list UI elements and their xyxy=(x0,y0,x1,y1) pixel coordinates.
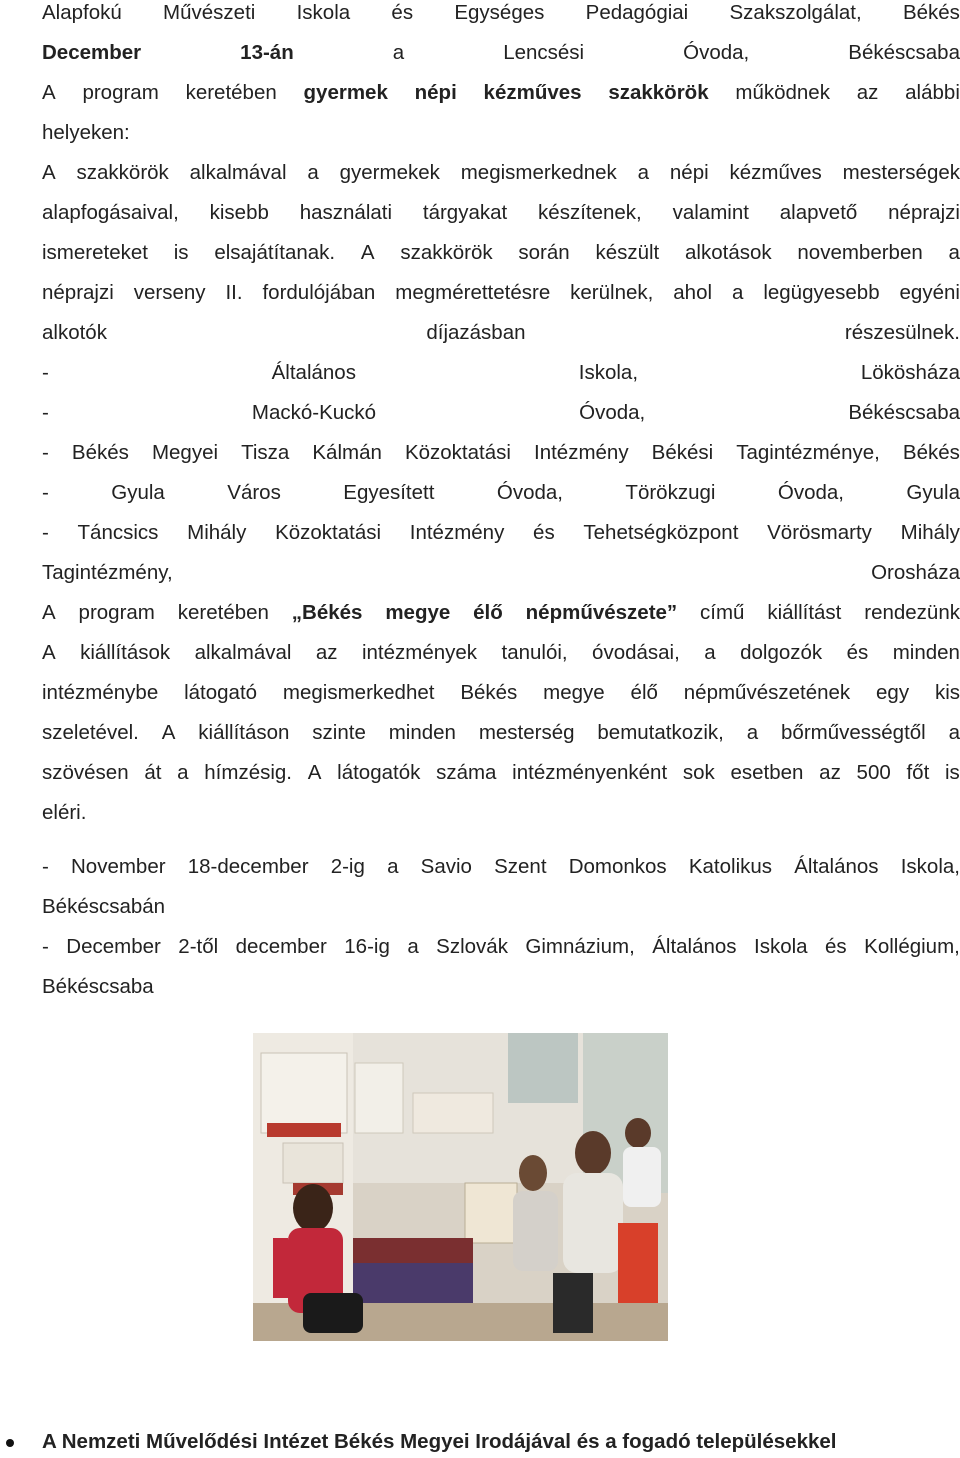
word: a xyxy=(407,935,419,958)
word: Vörösmarty xyxy=(767,521,872,544)
word: élő xyxy=(473,601,503,624)
word: 16-ig xyxy=(344,935,390,958)
word: alapfogásaival, xyxy=(42,201,179,224)
word: hímzésig. xyxy=(204,761,293,784)
text-line xyxy=(42,161,960,201)
word: 13-án xyxy=(240,41,294,64)
word: Óvoda, xyxy=(496,481,563,504)
word: 2-ig xyxy=(330,855,365,878)
text-line xyxy=(42,401,960,441)
word: száma xyxy=(436,761,497,784)
word: és xyxy=(846,641,869,664)
word: Gimnázium, xyxy=(525,935,635,958)
bullet-item xyxy=(0,1428,960,1458)
word: A xyxy=(42,161,56,184)
word: a xyxy=(731,281,744,304)
word: népi xyxy=(669,161,709,184)
word: Iskola, xyxy=(578,361,639,384)
word: néprajzi xyxy=(42,281,114,304)
text-line xyxy=(42,601,960,641)
word: kézműves xyxy=(483,81,582,104)
word: kiállításon xyxy=(198,721,290,744)
word: Mihály xyxy=(900,521,960,544)
text-line xyxy=(42,801,960,841)
word: ismereteket xyxy=(42,241,148,264)
word: November xyxy=(71,855,166,878)
word: a xyxy=(387,855,399,878)
word: megmérettetésre xyxy=(395,281,551,304)
word: - xyxy=(42,935,49,958)
word: Tagintézmény, xyxy=(42,561,173,584)
word: át xyxy=(144,761,162,784)
word: Általános xyxy=(794,855,879,878)
word: szakkörök xyxy=(608,81,709,104)
word: Megyei xyxy=(151,441,219,464)
word: bőrművességtől xyxy=(781,721,926,744)
word: az xyxy=(819,761,841,784)
word: Kálmán xyxy=(312,441,382,464)
word: gyermekek xyxy=(339,161,440,184)
word: 18-december xyxy=(187,855,309,878)
word: Intézmény xyxy=(409,521,505,544)
word: Gyula xyxy=(111,481,165,504)
word: Katolikus xyxy=(688,855,773,878)
word: szeletével. xyxy=(42,721,139,744)
word: Kollégium, xyxy=(864,935,960,958)
word: Domonkos xyxy=(568,855,667,878)
word: szakkörök xyxy=(76,161,169,184)
word: Iskola xyxy=(296,1,351,24)
word: - xyxy=(42,521,49,544)
word: intézménybe xyxy=(42,681,159,704)
text-line xyxy=(42,895,960,935)
word: Szent xyxy=(494,855,547,878)
word: A xyxy=(307,761,322,784)
word: 2-től xyxy=(178,935,219,958)
word: eléri. xyxy=(42,801,87,824)
word: az xyxy=(315,641,338,664)
word: A xyxy=(161,721,176,744)
word: - xyxy=(42,361,49,384)
text-line xyxy=(42,641,960,681)
word: Békés xyxy=(902,1,960,24)
word: - xyxy=(42,401,49,424)
text-line xyxy=(42,321,960,361)
word: helyeken: xyxy=(42,121,130,144)
word: díjazásban xyxy=(426,321,526,344)
word: és xyxy=(825,935,847,958)
word: mesterség xyxy=(478,721,575,744)
word: December xyxy=(66,935,161,958)
word: alkalmával xyxy=(189,161,287,184)
text-line xyxy=(42,481,960,521)
word: Alapfokú xyxy=(42,1,122,24)
word: Egységes xyxy=(454,1,545,24)
word: során xyxy=(518,241,570,264)
text-line xyxy=(42,201,960,241)
text-line xyxy=(42,1,960,41)
word: című xyxy=(700,601,745,624)
word: alkalmával xyxy=(194,641,292,664)
word: szövésen xyxy=(42,761,129,784)
word: Szlovák xyxy=(436,935,508,958)
word: intézményenként xyxy=(512,761,668,784)
word: Lencsési xyxy=(503,41,585,64)
word: Mihály xyxy=(187,521,247,544)
word: alábbi xyxy=(905,81,960,104)
word: Békési xyxy=(651,441,714,464)
bullet-icon xyxy=(6,1439,14,1447)
word: novemberben xyxy=(797,241,923,264)
word: Táncsics xyxy=(77,521,159,544)
word: elsajátítanak. xyxy=(214,241,336,264)
word: élő xyxy=(630,681,658,704)
word: készítenek, xyxy=(538,201,642,224)
word: „Békés xyxy=(291,601,363,624)
word: A xyxy=(42,641,56,664)
word: kisebb xyxy=(209,201,269,224)
word: Város xyxy=(227,481,281,504)
word: mesterségek xyxy=(842,161,960,184)
word: óvodásai, xyxy=(592,641,680,664)
word: tárgyakat xyxy=(422,201,508,224)
word: Békéscsaba xyxy=(42,975,154,998)
text-line xyxy=(42,81,960,121)
word: Békéscsaba xyxy=(848,401,960,424)
word: - xyxy=(42,855,49,878)
word: Pedagógiai xyxy=(585,1,689,24)
word: készült xyxy=(595,241,660,264)
word: egyéni xyxy=(899,281,960,304)
word: megismerkednek xyxy=(460,161,617,184)
text-line xyxy=(42,721,960,761)
word: a xyxy=(948,241,960,264)
word: látogató xyxy=(184,681,258,704)
word: alkotások xyxy=(685,241,772,264)
word: népművészetének xyxy=(683,681,851,704)
text-line xyxy=(42,681,960,721)
word: legügyesebb xyxy=(763,281,880,304)
word: a xyxy=(948,721,960,744)
word: Általános xyxy=(652,935,737,958)
word: December xyxy=(42,41,142,64)
word: Intézmény xyxy=(534,441,629,464)
word: Közoktatási xyxy=(275,521,382,544)
word: kis xyxy=(934,681,960,704)
word: Tagintézménye, xyxy=(736,441,880,464)
word: dolgozók xyxy=(740,641,823,664)
word: népművészete” xyxy=(525,601,678,624)
word: a xyxy=(746,721,759,744)
word: kiállítást xyxy=(767,601,842,624)
word: keretében xyxy=(177,601,269,624)
text-line xyxy=(42,935,960,975)
word: intézmények xyxy=(361,641,478,664)
word: szakkörök xyxy=(400,241,493,264)
word: kiállítások xyxy=(80,641,171,664)
word: az xyxy=(856,81,879,104)
word: a xyxy=(177,761,189,784)
word: A xyxy=(42,601,56,624)
word: a xyxy=(307,161,319,184)
word: megye xyxy=(543,681,605,704)
word: Óvoda, xyxy=(683,41,750,64)
word: Szakszolgálat, xyxy=(729,1,862,24)
word: Tisza xyxy=(241,441,290,464)
word: alapvető xyxy=(779,201,858,224)
word: Iskola xyxy=(754,935,808,958)
word: 500 xyxy=(856,761,891,784)
word: és xyxy=(391,1,414,24)
text-line xyxy=(42,761,960,801)
word: II. xyxy=(225,281,243,304)
word: Békéscsaba xyxy=(848,41,960,64)
word: a xyxy=(704,641,716,664)
word: Gyula xyxy=(906,481,960,504)
word: főt xyxy=(906,761,930,784)
word: alkotók xyxy=(42,321,107,344)
word: néprajzi xyxy=(888,201,960,224)
text-line xyxy=(42,855,960,895)
word: Iskola, xyxy=(900,855,960,878)
word: megismerkedhet xyxy=(282,681,435,704)
word: valamint xyxy=(672,201,749,224)
word: működnek xyxy=(735,81,830,104)
word: használati xyxy=(299,201,393,224)
word: Békés xyxy=(902,441,960,464)
word: Tehetségközpont xyxy=(583,521,739,544)
exhibition-photo xyxy=(253,1033,668,1341)
word: A xyxy=(42,81,56,104)
word: bemutatkozik, xyxy=(597,721,724,744)
word: látogatók xyxy=(337,761,421,784)
word: minden xyxy=(892,641,960,664)
word: sok xyxy=(682,761,715,784)
word: Óvoda, xyxy=(579,401,646,424)
word: keretében xyxy=(185,81,277,104)
text-line xyxy=(42,281,960,321)
word: Egyesített xyxy=(343,481,435,504)
word: Általános xyxy=(271,361,356,384)
word: Savio xyxy=(420,855,472,878)
word: szinte xyxy=(312,721,366,744)
text-line xyxy=(42,975,960,1015)
word: - xyxy=(42,441,49,464)
text-line xyxy=(42,241,960,281)
text-line xyxy=(42,521,960,561)
word: esetben xyxy=(730,761,804,784)
word: részesülnek. xyxy=(844,321,960,344)
word: Törökzugi xyxy=(625,481,716,504)
word: Békés xyxy=(460,681,518,704)
word: Békéscsabán xyxy=(42,895,166,918)
photo-illustration xyxy=(253,1033,668,1341)
bullet-text: A Nemzeti Művelődési Intézet Békés Megyei Irodájával és a fogadó településekkel xyxy=(42,1430,837,1453)
word: Orosháza xyxy=(871,561,960,584)
word: Közoktatási xyxy=(404,441,511,464)
word: és xyxy=(533,521,555,544)
word: program xyxy=(78,601,155,624)
word: minden xyxy=(388,721,456,744)
word: Lökösháza xyxy=(860,361,960,384)
word: is xyxy=(173,241,189,264)
word: egy xyxy=(876,681,910,704)
word: program xyxy=(82,81,159,104)
word: verseny xyxy=(133,281,206,304)
text-line xyxy=(42,441,960,481)
word: december xyxy=(235,935,327,958)
word: népi xyxy=(414,81,457,104)
word: A xyxy=(360,241,375,264)
word: Művészeti xyxy=(163,1,256,24)
word: tanulói, xyxy=(501,641,568,664)
word: gyermek xyxy=(303,81,388,104)
word: is xyxy=(945,761,960,784)
word: rendezünk xyxy=(864,601,960,624)
text-line xyxy=(42,561,960,601)
word: - xyxy=(42,481,49,504)
text-line xyxy=(42,41,960,81)
word: a xyxy=(637,161,650,184)
word: Óvoda, xyxy=(777,481,844,504)
text-line xyxy=(42,361,960,401)
word: kézműves xyxy=(729,161,822,184)
word: ahol xyxy=(673,281,713,304)
word: fordulójában xyxy=(262,281,376,304)
word: megye xyxy=(385,601,451,624)
word: a xyxy=(392,41,405,64)
word: kerülnek, xyxy=(570,281,654,304)
word: Békés xyxy=(71,441,129,464)
text-line xyxy=(42,121,960,161)
word: Mackó-Kuckó xyxy=(251,401,377,424)
